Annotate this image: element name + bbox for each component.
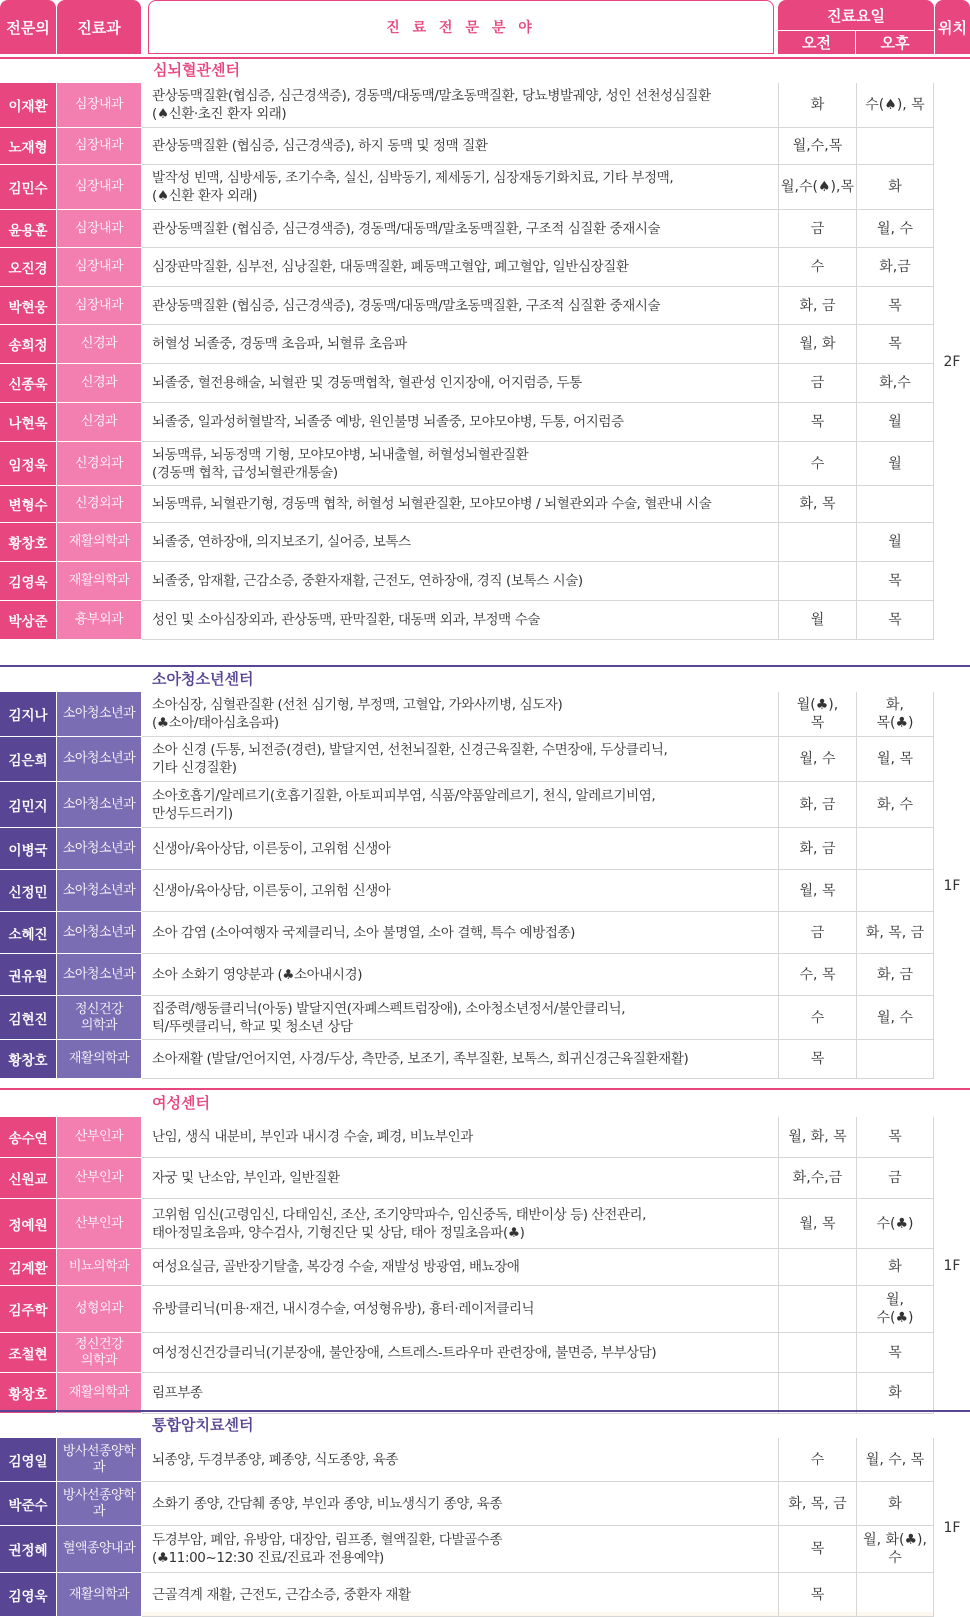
doctor-name: 노재형 [0,128,56,164]
specialty-text: 여성정신건강클리닉(기분장애, 불안장애, 스트레스-트라우마 관련장애, 불면증, 부부상담) [152,1344,657,1361]
specialty-text: 소아호흡기/알레르기(호흡기질환, 아토피피부염, 식품/약품알레르기, 천식, 알레르기비염, 만성두드러기) [152,787,656,822]
section-divider [0,57,970,59]
section-title: 여성센터 [152,1094,210,1112]
doctor-name: 김민지 [0,782,56,827]
am-schedule [778,1373,856,1414]
specialty-text: 뇌동맥류, 뇌동정맥 기형, 모야모야병, 뇌내출혈, 허혈성뇌혈관질환 (경동맥 협착, 급성뇌혈관개통술) [152,446,529,481]
specialty-text: 관상동맥질환(협심증, 심근경색증), 경동맥/대동맥/말초동맥질환, 당뇨병발궤양, 성인 선천성심질환 (♠신환·초진 환자 외래) [152,88,711,122]
doctor-name: 황창호 [0,523,56,561]
department: 재활의학과 [57,562,141,600]
specialty-text: 유방클리닉(미용·재건, 내시경수술, 여성형유방), 흉터·레이저클리닉 [152,1301,535,1317]
pm-schedule: 월, 목 [856,737,934,782]
specialty-cell [142,287,778,325]
am-schedule [778,1286,856,1333]
specialty-text: 소아재활 (발달/언어지연, 사경/두상, 측만증, 보조기, 족부질환, 보톡스, 희귀신경근육질환재활) [152,1051,689,1067]
specialty-cell [142,128,778,165]
doctor-name: 박준수 [0,1482,56,1525]
pm-schedule: 목 [856,1117,934,1158]
section-divider [0,665,970,667]
section-title: 소아청소년센터 [152,670,254,688]
department: 심장내과 [57,210,141,247]
doctor-name: 소혜진 [0,912,56,953]
am-schedule: 월, 수 [778,737,856,782]
section-divider [0,1410,970,1412]
department: 신경과 [57,403,141,441]
pm-schedule: 월 [856,523,934,562]
department: 혈액종양내과 [57,1526,141,1572]
specialty-text: 두경부암, 폐암, 유방암, 대장암, 림프종, 혈액질환, 다발골수종 (♣11:00~12:30 진료/진료과 전용예약) [152,1532,503,1566]
specialty-text: 집중력/행동클리닉(아동) 발달지연(자폐스펙트럼장애), 소아청소년정서/불안클리닉, 틱/뚜렛클리닉, 학교 및 청소년 상담 [152,1000,626,1035]
am-schedule: 목 [778,403,856,442]
location-floor: 2F [943,353,961,370]
am-schedule: 목 [778,1526,856,1573]
am-schedule: 목 [778,1040,856,1079]
pm-schedule: 월, 화(♣), 수 [856,1526,934,1573]
specialty-text: 관상동맥질환 (협심증, 심근경색증), 하지 동맥 및 정맥 질환 [152,138,488,154]
doctor-name: 이재환 [0,83,56,127]
pm-schedule [856,828,934,870]
specialty-text: 근골격계 재활, 근전도, 근감소증, 중환자 재활 [152,1586,411,1603]
department: 산부인과 [57,1199,141,1248]
specialty-text: 관상동맥질환 (협심증, 심근경색증), 경동맥/대동맥/말초동맥질환, 구조적 심질환 중재시술 [152,297,661,314]
specialty-text: 난임, 생식 내분비, 부인과 내시경 수술, 폐경, 비뇨부인과 [152,1129,473,1145]
specialty-text: 뇌종양, 두경부종양, 폐종양, 식도종양, 육종 [152,1451,399,1468]
specialty-cell [142,828,778,870]
am-schedule [778,523,856,562]
pm-schedule: 월, 수 [856,996,934,1040]
location-floor: 1F [943,1519,961,1536]
pm-schedule [856,870,934,912]
section-title: 통합암치료센터 [152,1416,254,1434]
header-pm: 오후 [856,31,934,54]
department: 심장내과 [57,83,141,127]
pm-schedule [856,1573,934,1617]
department: 소아청소년과 [57,737,141,781]
pm-schedule [856,1040,934,1079]
specialty-cell [142,601,778,640]
am-schedule: 수 [778,248,856,287]
am-schedule: 화, 금 [778,287,856,325]
am-schedule: 월,수,목 [778,128,856,165]
pm-schedule: 목 [856,1333,934,1373]
specialty-cell [142,442,778,486]
department: 신경외과 [57,442,141,485]
specialty-cell [142,1373,778,1414]
pm-schedule: 월 [856,403,934,442]
pm-schedule: 월, 수, 목 [856,1438,934,1482]
specialty-cell [142,954,778,996]
doctor-name: 신종욱 [0,364,56,402]
department: 심장내과 [57,248,141,286]
location-floor: 1F [943,1257,961,1274]
am-schedule: 화, 목, 금 [778,1482,856,1526]
specialty-cell [142,403,778,442]
specialty-text: 소화기 종양, 간담췌 종양, 부인과 종양, 비뇨생식기 종양, 육종 [152,1495,503,1512]
header-doctor: 전문의 [0,0,56,54]
doctor-name: 이병국 [0,828,56,869]
am-schedule: 월, 화 [778,325,856,364]
pm-schedule: 화,금 [856,248,934,287]
pm-schedule: 목 [856,287,934,325]
specialty-cell [142,1199,778,1249]
pm-schedule: 수(♠), 목 [856,83,934,128]
pm-schedule: 화, 목, 금 [856,912,934,954]
specialty-cell [142,165,778,210]
doctor-name: 송희정 [0,325,56,363]
doctor-name: 나현욱 [0,403,56,441]
am-schedule: 월, 목 [778,870,856,912]
doctor-name: 임정욱 [0,442,56,485]
department: 신경과 [57,325,141,363]
specialty-cell [142,782,778,828]
specialty-cell [142,870,778,912]
specialty-cell [142,1526,778,1573]
doctor-name: 김민수 [0,165,56,209]
am-schedule [778,1249,856,1286]
specialty-cell [142,486,778,523]
doctor-name: 김계환 [0,1249,56,1285]
department: 흉부외과 [57,601,141,639]
doctor-name: 김주학 [0,1286,56,1332]
department: 재활의학과 [57,1373,141,1413]
pm-schedule: 화,수 [856,364,934,403]
specialty-text: 소아심장, 심혈관질환 (선천 심기형, 부정맥, 고혈압, 가와사끼병, 심도자) (♣소아/태아심초음파) [152,697,563,731]
am-schedule: 화, 금 [778,782,856,828]
pm-schedule [856,128,934,165]
specialty-text: 발작성 빈맥, 심방세동, 조기수축, 실신, 심박동기, 제세동기, 심장재동기화치료, 기타 부정맥, (♠신환 환자 외래) [152,170,674,204]
specialty-cell [142,1333,778,1373]
department: 방사선종양학과 [57,1482,141,1525]
am-schedule: 월,수(♠),목 [778,165,856,210]
am-schedule: 목 [778,1573,856,1617]
am-schedule [778,562,856,601]
am-schedule: 화, 금 [778,828,856,870]
am-schedule: 월 [778,601,856,640]
specialty-cell [142,1117,778,1158]
am-schedule: 월, 화, 목 [778,1117,856,1158]
am-schedule: 금 [778,912,856,954]
specialty-cell [142,692,778,737]
department: 소아청소년과 [57,692,141,736]
am-schedule: 월, 목 [778,1199,856,1249]
specialty-cell [142,83,778,128]
am-schedule: 화 [778,83,856,128]
specialty-cell [142,1040,778,1079]
am-schedule: 월(♣), 목 [778,692,856,737]
specialty-text: 관상동맥질환 (협심증, 심근경색증), 경동맥/대동맥/말초동맥질환, 구조적 심질환 중재시술 [152,220,661,237]
doctor-name: 김현진 [0,996,56,1039]
header-schedule: 진료요일 [778,0,934,30]
department: 재활의학과 [57,523,141,561]
location-floor: 1F [943,877,961,894]
doctor-name: 김은희 [0,737,56,781]
am-schedule: 수, 목 [778,954,856,996]
specialty-cell [142,325,778,364]
pm-schedule: 화 [856,1373,934,1414]
specialty-text: 소아 소화기 영양분과 (♣소아내시경) [152,966,363,983]
pm-schedule: 화 [856,165,934,210]
specialty-text: 자궁 및 난소암, 부인과, 일반질환 [152,1170,340,1186]
specialty-cell [142,562,778,601]
am-schedule: 금 [778,210,856,248]
department: 비뇨의학과 [57,1249,141,1285]
specialty-cell [142,1573,778,1617]
pm-schedule: 금 [856,1158,934,1199]
section-divider [0,1088,970,1090]
pm-schedule: 목 [856,562,934,601]
department: 심장내과 [57,165,141,209]
department: 방사선종양학과 [57,1438,141,1481]
am-schedule: 화, 목 [778,486,856,523]
department: 소아청소년과 [57,828,141,869]
pm-schedule [856,486,934,523]
specialty-cell [142,364,778,403]
specialty-text: 고위험 임신(고령임신, 다태임신, 조산, 조기양막파수, 임신중독, 태반이상 등) 산전관리, 태아정밀초음파, 양수검사, 기형진단 및 상담, 태아 정밀초음파(♣) [152,1206,647,1241]
specialty-cell [142,248,778,287]
pm-schedule: 월, 수 [856,210,934,248]
department: 신경외과 [57,486,141,522]
doctor-name: 권정혜 [0,1526,56,1572]
department: 신경과 [57,364,141,402]
doctor-name: 박상준 [0,601,56,639]
specialty-text: 여성요실금, 골반장기탈출, 복강경 수술, 재발성 방광염, 배뇨장애 [152,1259,520,1275]
doctor-name: 김지나 [0,692,56,736]
doctor-name: 조철현 [0,1333,56,1372]
am-schedule [778,1333,856,1373]
doctor-name: 박현웅 [0,287,56,324]
specialty-cell [142,1438,778,1482]
specialty-text: 림프부종 [152,1385,203,1401]
specialty-text: 성인 및 소아심장외과, 관상동맥, 판막질환, 대동맥 외과, 부정맥 수술 [152,612,541,628]
am-schedule: 금 [778,364,856,403]
pm-schedule: 목 [856,325,934,364]
pm-schedule: 월 [856,442,934,486]
am-schedule: 화,수,금 [778,1158,856,1199]
doctor-name: 변형수 [0,486,56,522]
department: 소아청소년과 [57,954,141,995]
doctor-name: 정예원 [0,1199,56,1248]
department: 재활의학과 [57,1040,141,1078]
am-schedule: 수 [778,1438,856,1482]
department: 성형외과 [57,1286,141,1332]
pm-schedule: 목 [856,601,934,640]
doctor-name: 김영일 [0,1438,56,1481]
doctor-name: 김영욱 [0,1573,56,1616]
pm-schedule: 화, 수 [856,782,934,828]
doctor-name: 송수연 [0,1117,56,1157]
specialty-cell [142,912,778,954]
specialty-cell [142,996,778,1040]
doctor-name: 황창호 [0,1040,56,1078]
pm-schedule: 수(♣) [856,1199,934,1249]
department: 소아청소년과 [57,912,141,953]
specialty-cell [142,1482,778,1526]
specialty-text: 뇌졸중, 암재활, 근감소증, 중환자재활, 근전도, 연하장애, 경직 (보톡스 시술) [152,573,583,589]
specialty-text: 뇌졸중, 연하장애, 의지보조기, 실어증, 보톡스 [152,534,411,550]
department: 정신건강 의학과 [57,996,141,1039]
doctor-name: 김영욱 [0,562,56,600]
doctor-name: 신원교 [0,1158,56,1198]
doctor-name: 권유원 [0,954,56,995]
doctor-name: 황창호 [0,1373,56,1413]
specialty-text: 소아 감염 (소아여행자 국제클리닉, 소아 불명열, 소아 결핵, 특수 예방접종) [152,924,576,941]
department: 산부인과 [57,1117,141,1157]
specialty-text: 뇌동맥류, 뇌혈관기형, 경동맥 협착, 허혈성 뇌혈관질환, 모야모야병 / 뇌혈관외과 수술, 혈관내 시술 [152,496,712,512]
specialty-text: 뇌졸중, 혈전용해술, 뇌혈관 및 경동맥협착, 혈관성 인지장애, 어지럼증, 두통 [152,375,582,391]
specialty-text: 허혈성 뇌졸중, 경동맥 초음파, 뇌혈류 초음파 [152,336,407,352]
department: 소아청소년과 [57,782,141,827]
header-location: 위치 [935,0,970,54]
department: 산부인과 [57,1158,141,1198]
pm-schedule: 화, 목(♣) [856,692,934,737]
department: 심장내과 [57,128,141,164]
specialty-cell [142,1158,778,1199]
am-schedule: 수 [778,996,856,1040]
department: 소아청소년과 [57,870,141,911]
specialty-text: 신생아/육아상담, 이른둥이, 고위험 신생아 [152,882,391,899]
doctor-name: 오진경 [0,248,56,286]
specialty-cell [142,1286,778,1333]
doctor-name: 윤용훈 [0,210,56,247]
specialty-text: 신생아/육아상담, 이른둥이, 고위험 신생아 [152,840,391,857]
am-schedule: 수 [778,442,856,486]
doctor-name: 신정민 [0,870,56,911]
pm-schedule: 화 [856,1482,934,1526]
header-am: 오전 [778,31,855,54]
specialty-text: 소아 신경 (두통, 뇌전증(경련), 발달지연, 선천뇌질환, 신경근육질환, 수면장애, 두상클리닉, 기타 신경질환) [152,742,668,776]
header-specialty: 진 료 전 문 분 야 [148,0,774,54]
pm-schedule: 화, 금 [856,954,934,996]
department: 재활의학과 [57,1573,141,1616]
section-title: 심뇌혈관센터 [153,61,240,79]
specialty-text: 심장판막질환, 심부전, 심낭질환, 대동맥질환, 폐동맥고혈압, 폐고혈압, 일반심장질환 [152,259,629,275]
department: 정신건강 의학과 [57,1333,141,1372]
pm-schedule: 월, 수(♣) [856,1286,934,1333]
header-dept: 진료과 [57,0,141,54]
specialty-cell [142,210,778,248]
specialty-cell [142,737,778,782]
specialty-cell [142,1249,778,1286]
specialty-cell [142,523,778,562]
pm-schedule: 화 [856,1249,934,1286]
department: 심장내과 [57,287,141,324]
specialty-text: 뇌졸중, 일과성허혈발작, 뇌졸중 예방, 원인불명 뇌졸중, 모야모야병, 두통, 어지럼증 [152,414,624,430]
